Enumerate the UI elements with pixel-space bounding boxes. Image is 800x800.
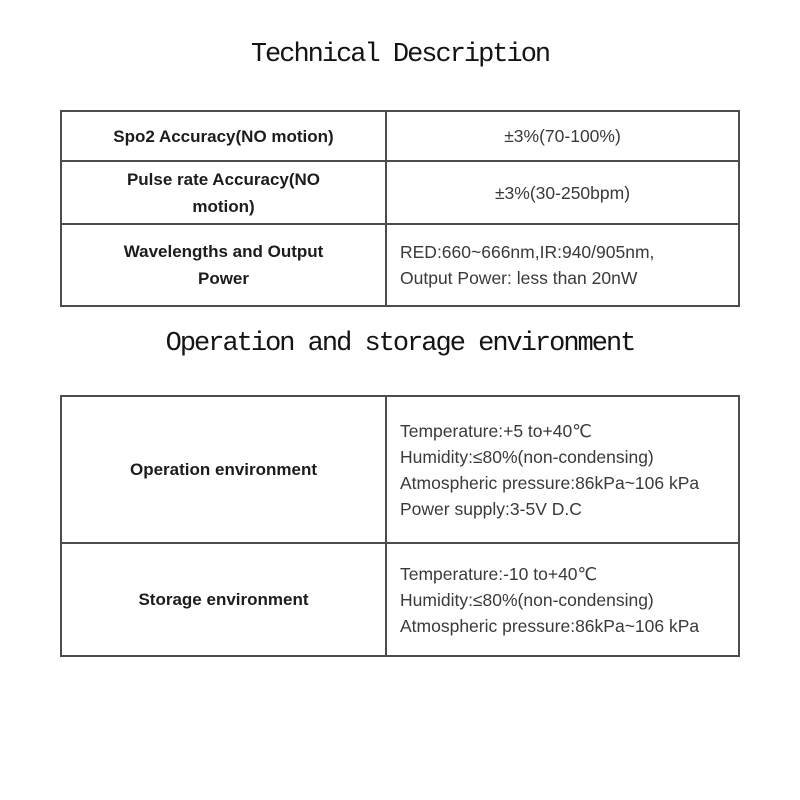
row-label-text: Operation environment bbox=[129, 460, 318, 479]
section-title-operation-storage-environment: Operation and storage environment bbox=[165, 329, 635, 359]
row-value-text: Atmospheric pressure:86kPa~106 kPa bbox=[400, 615, 700, 636]
row-value-cell bbox=[387, 162, 738, 223]
row-label-cell bbox=[62, 225, 387, 305]
row-label-cell bbox=[62, 112, 387, 160]
row-label-text: motion) bbox=[192, 196, 255, 216]
row-value-cell bbox=[387, 544, 738, 655]
row-label-text: Wavelengths and Output bbox=[123, 242, 324, 261]
table-row bbox=[62, 542, 738, 655]
section-title-technical-description: Technical Description bbox=[250, 40, 550, 70]
row-value-text: Temperature:+5 to+40℃ bbox=[400, 420, 592, 441]
environment-table bbox=[60, 395, 740, 657]
row-value-cell bbox=[387, 397, 738, 542]
row-value-text: RED:660~666nm,IR:940/905nm, bbox=[400, 242, 655, 262]
row-value-text: Temperature:-10 to+40℃ bbox=[400, 563, 598, 584]
row-label-cell bbox=[62, 544, 387, 655]
table-row bbox=[62, 397, 738, 542]
row-label-text: Power bbox=[197, 269, 250, 288]
row-value-cell bbox=[387, 225, 738, 305]
row-value-text: ±3%(30-250bpm) bbox=[494, 182, 631, 203]
row-label-text: Storage environment bbox=[138, 590, 309, 609]
row-label-text: Spo2 Accuracy(NO motion) bbox=[113, 126, 334, 146]
row-value-text: ±3%(70-100%) bbox=[504, 126, 621, 146]
row-value-text: Output Power: less than 20nW bbox=[400, 268, 638, 288]
row-value-text: Atmospheric pressure:86kPa~106 kPa bbox=[400, 472, 700, 493]
table-row bbox=[62, 160, 738, 223]
row-label-cell bbox=[62, 162, 387, 223]
technical-description-table bbox=[60, 110, 740, 307]
row-value-text: Humidity:≤80%(non-condensing) bbox=[400, 446, 654, 467]
table-row bbox=[62, 112, 738, 160]
row-label-cell bbox=[62, 397, 387, 542]
row-label-text: Pulse rate Accuracy(NO bbox=[126, 169, 321, 189]
row-value-cell bbox=[387, 112, 738, 160]
row-value-text: Power supply:3-5V D.C bbox=[400, 498, 582, 519]
table-row bbox=[62, 223, 738, 305]
row-value-text: Humidity:≤80%(non-condensing) bbox=[400, 589, 654, 610]
